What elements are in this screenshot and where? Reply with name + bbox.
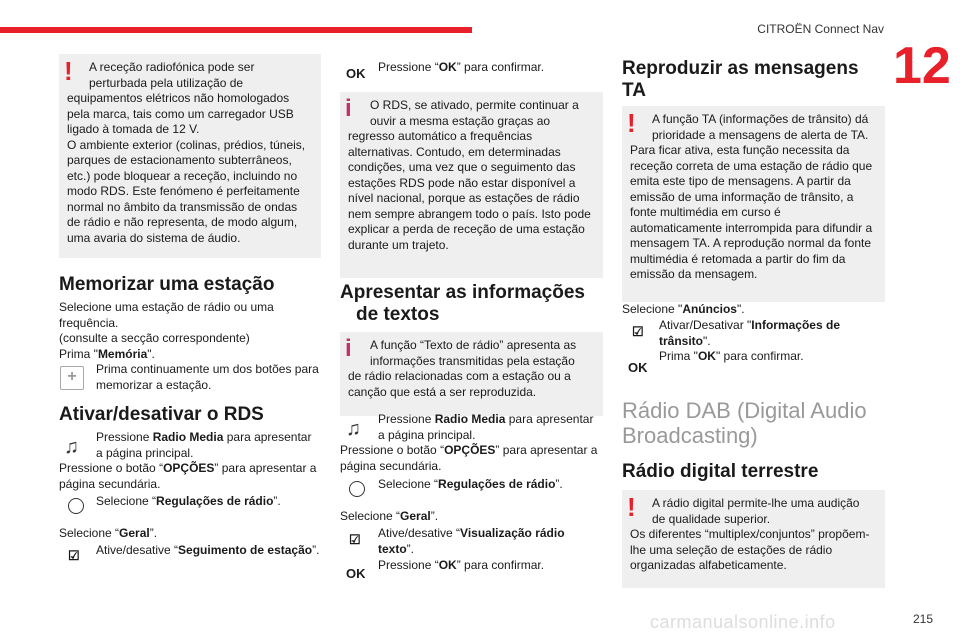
rds-step3: Selecione “Regulações de rádio”. <box>96 494 281 508</box>
exclamation-icon: ! <box>627 108 636 138</box>
txt-step1: Pressione Radio Media para apresentar a página principal. <box>378 412 594 442</box>
music-note-icon: ♫ <box>346 418 361 440</box>
ok-icon: OK <box>346 66 366 81</box>
info-icon: i <box>345 335 352 362</box>
header-title: CITROËN Connect Nav <box>757 22 884 36</box>
heading-textos: Apresentar as informações de textos <box>340 282 585 325</box>
rds-step5: Ative/desative “Seguimento de estação”. <box>96 543 320 557</box>
preset-plus-icon: + <box>60 366 84 390</box>
ta-step2: Ativar/Desativar "Informações de trânsito". <box>659 318 840 348</box>
memo-step: Prima continuamente um dos botões para memorizar a estação. <box>96 362 319 392</box>
radio-settings-icon <box>68 498 84 517</box>
music-note-icon: ♫ <box>64 436 79 458</box>
checkbox-icon: ☑ <box>349 532 361 547</box>
warning-box-ta: ! A função TA (informações de trânsito) dá prioridade a mensagens de alerta de TA. Para ficar ativa, esta função necessita da receção correta de uma estação de rádio que emita este tipo de mensagens. A partir da emissão de uma informação de trânsito, a fonte multimédia em curso é automaticamente interrompida para difundir a mensagem TA. A reprodução normal da fonte multimédia é retomada a partir do fim da emissão da mensagem. <box>622 106 885 302</box>
watermark: carmanualsonline.info <box>650 612 836 632</box>
rds-step1: Pressione Radio Media para apresentar a página principal. <box>96 430 312 460</box>
heading-digital-terrestre: Rádio digital terrestre <box>622 461 819 482</box>
heading-rds: Ativar/desativar o RDS <box>59 404 264 425</box>
exclamation-icon: ! <box>64 56 73 86</box>
exclamation-icon: ! <box>627 492 636 522</box>
info-box-rds: i O RDS, se ativado, permite continuar a ouvir a mesma estação graças ao regresso automático a frequências alternativas. Contudo, em determinadas condições, uma vez que o seguimento das estações RDS pode não estar disponível a nível nacional, porque as estações de rádio nem sempre abrangem todo o país. Isto pode explicar a perda de receção de uma estação durante um trajeto. <box>340 92 603 278</box>
txt-step3: Selecione “Regulações de rádio”. <box>378 477 563 491</box>
memo-text: Selecione uma estação de rádio ou uma frequência. (consulte a secção correspondente) Prima "Memória". <box>59 300 274 361</box>
ta-step1: Selecione "Anúncios". <box>622 302 745 316</box>
heading-memorizar: Memorizar uma estação <box>59 274 275 295</box>
ok-icon: OK <box>346 566 366 581</box>
radio-settings-icon <box>349 481 365 500</box>
checkbox-icon: ☑ <box>632 324 644 339</box>
checkbox-icon: ☑ <box>68 548 80 563</box>
ok-step: Pressione “OK” para confirmar. <box>378 60 545 74</box>
chapter-number: 12 <box>893 37 951 95</box>
info-box-texto: i A função “Texto de rádio” apresenta as informações transmitidas pela estação de rádio relacionadas com a estação ou a canção que está a ser reproduzida. <box>340 332 603 416</box>
warning-box-reception <box>59 54 321 258</box>
txt-step5: Ative/desative “Visualização rádio texto”. <box>378 526 565 556</box>
page-number: 215 <box>913 612 934 626</box>
txt-step4: Selecione “Geral”. <box>340 509 439 523</box>
txt-step6: Pressione “OK” para confirmar. <box>378 558 545 572</box>
rds-step2: Pressione o botão “OPÇÕES” para apresentar a página secundária. <box>59 461 317 491</box>
ok-icon: OK <box>628 360 648 375</box>
top-accent-bar <box>0 27 472 33</box>
heading-ta: Reproduzir as mensagens TA <box>622 58 859 101</box>
info-icon: i <box>345 95 352 122</box>
ta-step3: Prima "OK" para confirmar. <box>659 349 804 363</box>
warning-box-dab: ! A rádio digital permite-lhe uma audição de qualidade superior. Os diferentes “multiplex/conjuntos” propõem- lhe uma seleção de estações de rádio organizadas alfabeticamente. <box>622 490 885 588</box>
txt-step2: Pressione o botão “OPÇÕES” para apresentar a página secundária. <box>340 443 598 473</box>
heading-dab: Rádio DAB (Digital Audio Broadcasting) <box>622 398 867 448</box>
rds-step4: Selecione “Geral”. <box>59 526 158 540</box>
warning-text: A receção radiofónica pode ser perturbada pela utilização de equipamentos elétricos não homologados pela marca, tais como um carregador USB ligado à tomada de 12 V. O ambiente exterior (colinas, prédios, túneis, parques de estacionamento subterrâneos, etc.) pode bloquear a receção, incluindo no modo RDS. Este fenómeno é perfeitamente normal no âmbito da transmissão de ondas de rádio e não representa, de modo algum, uma avaria do sistema de áudio. <box>67 60 306 245</box>
